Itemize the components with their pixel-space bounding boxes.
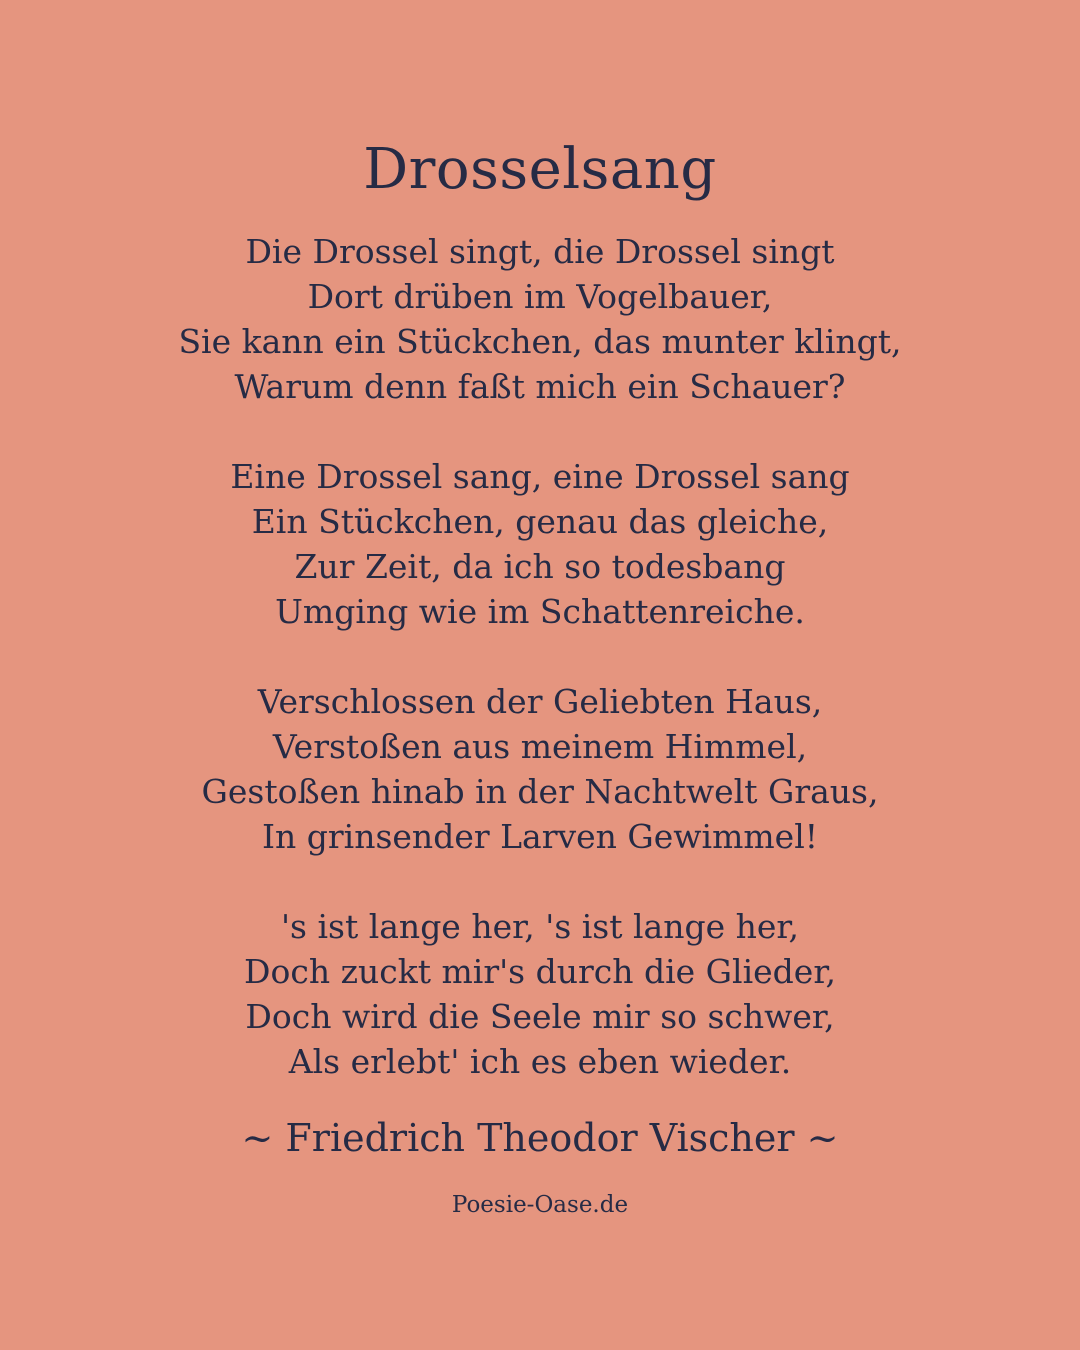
poem-line: Warum denn faßt mich ein Schauer? xyxy=(234,367,846,406)
poem-line: Verschlossen der Geliebten Haus, xyxy=(257,682,823,721)
poem-line: Umging wie im Schattenreiche. xyxy=(275,592,805,631)
site-credit: Poesie-Oase.de xyxy=(451,1192,629,1218)
poem-line: 's ist lange her, 's ist lange her, xyxy=(280,907,800,946)
poem-title: Drosselsang xyxy=(363,137,717,202)
poem-line: Gestoßen hinab in der Nachtwelt Graus, xyxy=(201,772,879,811)
poem-author: ~ Friedrich Theodor Vischer ~ xyxy=(241,1116,839,1160)
stanza-1 xyxy=(0,229,1080,409)
poem-line: Als erlebt' ich es eben wieder. xyxy=(288,1042,792,1081)
poem-line: Doch zuckt mir's durch die Glieder, xyxy=(244,952,836,991)
poem-line: Verstoßen aus meinem Himmel, xyxy=(272,727,808,766)
poem-line: Sie kann ein Stückchen, das munter klingt, xyxy=(178,322,902,361)
stanza-3 xyxy=(0,679,1080,859)
poem-line: Ein Stückchen, genau das gleiche, xyxy=(251,502,829,541)
poem-line: In grinsender Larven Gewimmel! xyxy=(261,817,819,856)
poem-body xyxy=(0,229,1080,1129)
stanza-4 xyxy=(0,904,1080,1084)
poem-line: Eine Drossel sang, eine Drossel sang xyxy=(230,457,850,496)
stanza-2 xyxy=(0,454,1080,634)
poem-line: Zur Zeit, da ich so todesbang xyxy=(294,547,786,586)
poem-line: Doch wird die Seele mir so schwer, xyxy=(245,997,835,1036)
poem-line: Die Drossel singt, die Drossel singt xyxy=(245,232,835,271)
poem-line: Dort drüben im Vogelbauer, xyxy=(307,277,773,316)
